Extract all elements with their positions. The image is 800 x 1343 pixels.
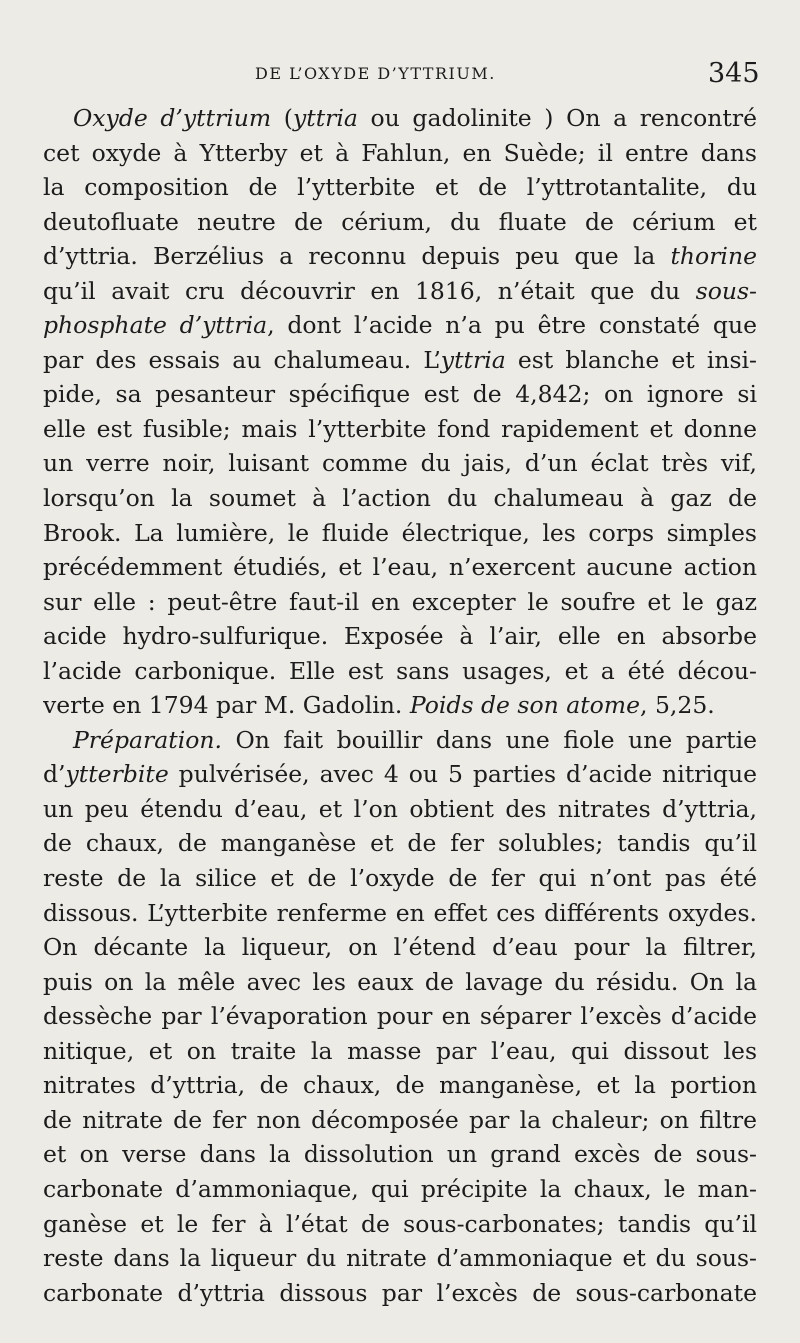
- text-segment: dissous. L’ytterbite renferme en effet ces différents oxydes.: [43, 898, 757, 927]
- italic-text: Poids de son atome: [409, 691, 640, 720]
- text-line: [43, 481, 757, 516]
- italic-text: phosphate d’yttria: [43, 311, 268, 340]
- text-segment: un verre noir, luisant comme du jais, d’un éclat très vif,: [43, 449, 757, 478]
- text-segment: un peu étendu d’eau, et l’on obtient des nitrates d’yttria,: [43, 794, 757, 823]
- text-segment: dessèche par l’évaporation pour en séparer l’excès d’acide: [43, 1002, 757, 1031]
- text-line: [43, 999, 757, 1034]
- text-line: [43, 1034, 757, 1069]
- text-segment: On décante la liqueur, on l’étend d’eau pour la filtrer,: [43, 933, 757, 962]
- italic-text: Préparation.: [73, 725, 222, 754]
- text-segment: nitique, et on traite la masse par l’eau, qui dissout les: [43, 1036, 757, 1065]
- text-line: [43, 101, 757, 136]
- text-line: [43, 896, 757, 931]
- text-segment: la composition de l’ytterbite et de l’yttrotantalite, du: [43, 173, 757, 202]
- text-line: [43, 446, 757, 481]
- text-segment: d’: [43, 760, 66, 789]
- text-line: [43, 654, 757, 689]
- text-segment: (: [271, 104, 293, 132]
- text-segment: par des essais au chalumeau. L’: [43, 345, 441, 374]
- italic-text: Oxyde d’yttrium: [73, 104, 272, 132]
- text-segment: lorsqu’on la soumet à l’action du chalumeau à gaz de: [43, 484, 757, 513]
- text-segment: reste de la silice et de l’oxyde de fer qui n’ont pas été: [43, 864, 757, 893]
- text-segment: d’yttria. Berzélius a reconnu depuis peu que la: [43, 242, 671, 271]
- text-line: [43, 1068, 757, 1103]
- text-line: [43, 239, 757, 274]
- text-segment: , dont l’acide n’a pu être constaté que: [267, 311, 757, 340]
- text-line: [43, 826, 757, 861]
- running-title: DE L’OXYDE D’YTTRIUM.: [255, 64, 496, 83]
- text-segment: l’acide carbonique. Elle est sans usages, et a été décou-: [43, 656, 757, 685]
- text-segment: ganèse et le fer à l’état de sous-carbonates; tandis qu’il: [43, 1209, 757, 1238]
- text-segment: précédemment étudiés, et l’eau, n’exercent aucune action: [43, 553, 757, 582]
- text-segment: qu’il avait cru découvrir en 1816, n’était que du: [43, 276, 696, 305]
- text-line: [43, 550, 757, 585]
- text-line: [43, 757, 757, 792]
- italic-text: ytterbite: [65, 760, 169, 789]
- text-segment: est blanche et insi-: [505, 345, 757, 374]
- text-line: [43, 308, 757, 343]
- italic-text: yttria: [440, 345, 506, 374]
- text-line: [43, 619, 757, 654]
- italic-text: sous-: [695, 276, 757, 305]
- text-segment: puis on la mêle avec les eaux de lavage du résidu. On la: [43, 967, 757, 996]
- text-line: [43, 861, 757, 896]
- text-segment: elle est fusible; mais l’ytterbite fond rapidement et donne: [43, 414, 757, 443]
- text-segment: et on verse dans la dissolution un grand excès de sous-: [43, 1140, 757, 1169]
- page-number: 345: [708, 58, 760, 89]
- text-segment: carbonate d’ammoniaque, qui précipite la chaux, le man-: [43, 1174, 757, 1203]
- text-line: [43, 688, 757, 723]
- text-line: [43, 1172, 757, 1207]
- text-segment: de nitrate de fer non décomposée par la chaleur; on filtre: [43, 1105, 757, 1134]
- text-segment: ou gadolinite ) On a rencontré: [357, 104, 757, 132]
- text-segment: sur elle : peut-être faut-il en excepter le soufre et le gaz: [43, 587, 757, 616]
- text-segment: nitrates d’yttria, de chaux, de manganèse, et la portion: [43, 1071, 757, 1100]
- text-line: [43, 792, 757, 827]
- text-segment: , 5,25.: [640, 691, 715, 720]
- text-segment: pulvérisée, avec 4 ou 5 parties d’acide nitrique: [168, 760, 757, 789]
- text-segment: verte en 1794 par M. Gadolin.: [43, 691, 410, 720]
- text-segment: Brook. La lumière, le fluide électrique, les corps simples: [43, 518, 757, 547]
- text-segment: acide hydro-sulfurique. Exposée à l’air, elle en absorbe: [43, 622, 757, 651]
- text-segment: carbonate d’yttria dissous par l’excès de sous-carbonate: [43, 1278, 757, 1307]
- text-line: [43, 1241, 757, 1276]
- text-line: [43, 1137, 757, 1172]
- text-segment: pide, sa pesanteur spécifique est de 4,842; on ignore si: [43, 380, 757, 409]
- italic-text: yttria: [292, 104, 358, 132]
- text-line: [43, 170, 757, 205]
- text-line: [43, 412, 757, 447]
- text-line: [43, 343, 757, 378]
- text-line: [43, 585, 757, 620]
- text-segment: de chaux, de manganèse et de fer solubles; tandis qu’il: [43, 829, 757, 858]
- text-line: [43, 1276, 757, 1311]
- text-line: [43, 377, 757, 412]
- page-header: [0, 58, 800, 88]
- text-line: [43, 516, 757, 551]
- text-segment: cet oxyde à Ytterby et à Fahlun, en Suède; il entre dans: [43, 138, 757, 167]
- text-line: [43, 723, 757, 758]
- body-text: [43, 101, 757, 1310]
- text-segment: On fait bouillir dans une fiole une partie: [221, 725, 757, 754]
- text-segment: reste dans la liqueur du nitrate d’ammoniaque et du sous-: [43, 1244, 757, 1273]
- text-segment: deutofluate neutre de cérium, du fluate de cérium et: [43, 207, 757, 236]
- text-line: [43, 205, 757, 240]
- text-line: [43, 965, 757, 1000]
- text-line: [43, 274, 757, 309]
- text-line: [43, 930, 757, 965]
- text-line: [43, 1103, 757, 1138]
- italic-text: thorine: [670, 242, 757, 271]
- text-line: [43, 1207, 757, 1242]
- text-line: [43, 136, 757, 171]
